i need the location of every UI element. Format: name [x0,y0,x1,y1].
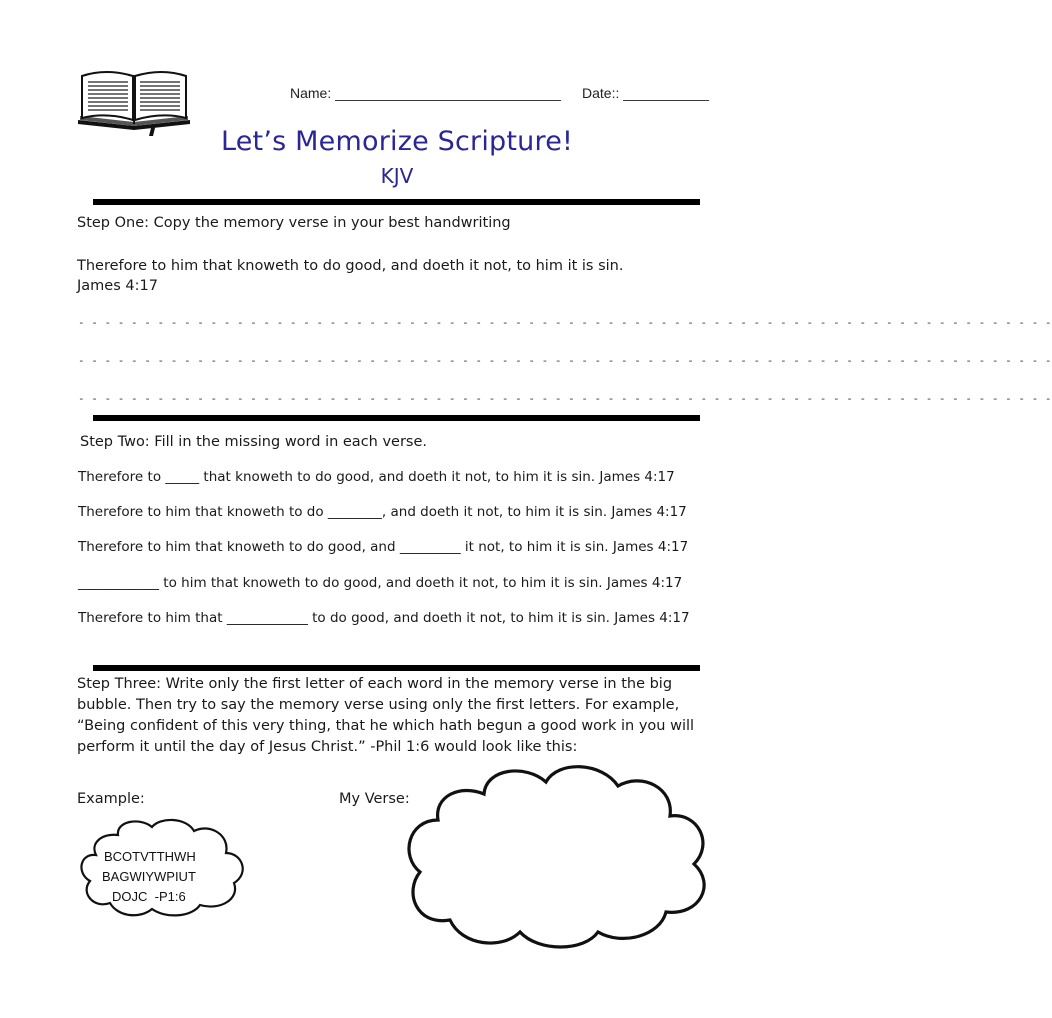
handwriting-line[interactable]: - - - - - - - - - - - - - - - - - - - - - - - - - - - - - - - - - - - - - - - - - - - - - - - - - - - - - - - - - - - - - - - - - - - - - - - - - - [78,392,1052,405]
fill-in-row[interactable]: Therefore to him that knoweth to do good, and _________ it not, to him it is sin. James 4:17 [78,539,689,555]
date-field[interactable]: Date:: ___________ [582,85,709,101]
fill-in-row[interactable]: Therefore to him that knoweth to do ________, and doeth it not, to him it is sin. James 4:17 [78,504,687,520]
my-verse-cloud-bubble[interactable] [398,760,716,952]
step-three-instruction: Step Three: Write only the first letter of each word in the memory verse in the big bubble. Then try to say the memory verse using only the first letters. For example, “Being confident of this very thing, that he which hath begun a good work in you will perform it until the day of Jesus Christ.” -Phil 1:6 would look like this: [77,676,695,755]
step-one-instruction: Step One: Copy the memory verse in your best handwriting [77,215,511,231]
divider-rule [93,415,700,421]
fill-in-row[interactable]: ____________ to him that knoweth to do good, and doeth it not, to him it is sin. James 4:17 [78,575,683,591]
divider-rule [93,665,700,671]
handwriting-line[interactable]: - - - - - - - - - - - - - - - - - - - - - - - - - - - - - - - - - - - - - - - - - - - - - - - - - - - - - - - - - - - - - - - - - - - - - - - - - - [78,354,1052,367]
name-field[interactable]: Name: _____________________________ [290,85,561,101]
step-two-instruction: Step Two: Fill in the missing word in each verse. [80,434,428,450]
memory-verse: Therefore to him that knoweth to do good, and doeth it not, to him it is sin. [77,258,624,274]
fill-in-row[interactable]: Therefore to _____ that knoweth to do good, and doeth it not, to him it is sin. James 4:17 [78,469,675,485]
page-title: Let’s Memorize Scripture! [220,126,574,157]
example-label: Example: [77,791,145,807]
divider-rule [93,199,700,205]
my-verse-label: My Verse: [339,791,410,807]
example-letters-line: DOJC -P1:6 [112,889,186,904]
handwriting-line[interactable]: - - - - - - - - - - - - - - - - - - - - - - - - - - - - - - - - - - - - - - - - - - - - - - - - - - - - - - - - - - - - - - - - - - - - - - - - - - [78,316,1052,329]
example-letters-line: BAGWIYWPIUT [102,869,196,884]
verse-reference: James 4:17 [77,278,158,294]
example-letters-line: BCOTVTTHWH [104,849,196,864]
page-subtitle: KJV [380,164,414,188]
fill-in-row[interactable]: Therefore to him that ____________ to do good, and doeth it not, to him it is sin. James 4:17 [78,610,690,626]
